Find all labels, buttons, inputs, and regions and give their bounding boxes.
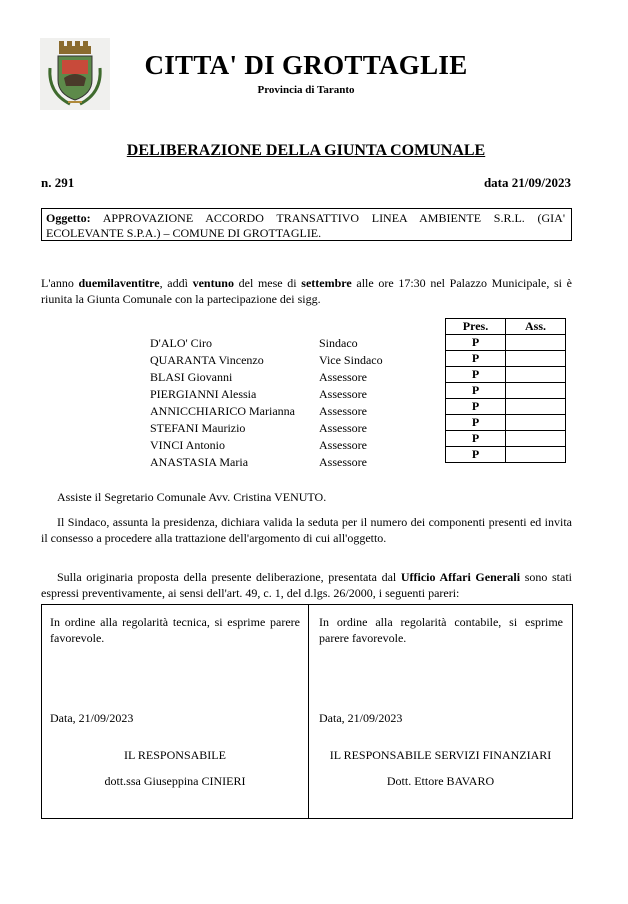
- subject-box: [41, 208, 572, 241]
- province-name: Provincia di Taranto: [257, 84, 355, 96]
- present-mark: P: [446, 399, 506, 415]
- member-role: Assessore: [319, 455, 367, 469]
- intro-day: ventuno: [192, 276, 234, 290]
- member-name: ANNICCHIARICO Marianna: [150, 404, 295, 418]
- member-role: Sindaco: [319, 336, 358, 350]
- member-name: QUARANTA Vincenzo: [150, 353, 264, 367]
- absent-mark: [506, 399, 566, 415]
- city-crest-logo: [40, 38, 110, 110]
- absent-mark: [506, 335, 566, 351]
- intro-text-3: del mese di: [233, 276, 302, 290]
- document-title: DELIBERAZIONE DELLA GIUNTA COMUNALE: [126, 142, 486, 159]
- technical-opinion-role: IL RESPONSABILE: [124, 748, 226, 762]
- proposal-text-2: sono stati espressi preventivamente, ai sensi dell'art. 49, c. 1, del d.lgs. 26/2000, i seguenti pareri:: [41, 570, 572, 600]
- present-mark: P: [446, 383, 506, 399]
- member-role: Assessore: [319, 370, 367, 384]
- member-role: Assessore: [319, 404, 367, 418]
- proposal-office: Ufficio Affari Generali: [400, 570, 521, 584]
- intro-month: settembre: [301, 276, 352, 290]
- table-row: [446, 383, 566, 399]
- technical-opinion-signer: dott.ssa Giuseppina CINIERI: [104, 774, 246, 788]
- subject-label: Oggetto:: [46, 211, 91, 225]
- intro-text-2: , addì: [159, 276, 193, 290]
- table-row: [446, 335, 566, 351]
- intro-text-1: L'anno: [41, 276, 79, 290]
- member-name: VINCI Antonio: [150, 438, 225, 452]
- table-row: [446, 351, 566, 367]
- col-present-header: Pres.: [446, 319, 506, 335]
- absent-mark: [506, 383, 566, 399]
- absent-mark: [506, 367, 566, 383]
- member-name: ANASTASIA Maria: [150, 455, 249, 469]
- col-absent-header: Ass.: [506, 319, 566, 335]
- present-mark: P: [446, 447, 506, 463]
- table-row: [446, 367, 566, 383]
- present-mark: P: [446, 431, 506, 447]
- present-mark: P: [446, 415, 506, 431]
- absent-mark: [506, 415, 566, 431]
- accounting-opinion-signer: Dott. Ettore BAVARO: [386, 774, 495, 788]
- absent-mark: [506, 447, 566, 463]
- table-row: [446, 431, 566, 447]
- table-row: [446, 447, 566, 463]
- technical-opinion-date: Data, 21/09/2023: [50, 711, 134, 725]
- member-role: Assessore: [319, 387, 367, 401]
- member-name: BLASI Giovanni: [150, 370, 233, 384]
- attendance-grid: [445, 318, 566, 463]
- table-row: [446, 399, 566, 415]
- member-name: D'ALO' Ciro: [150, 336, 212, 350]
- accounting-opinion-date: Data, 21/09/2023: [319, 711, 403, 725]
- technical-opinion-text: In ordine alla regolarità tecnica, si esprime parere favorevole.: [50, 615, 300, 645]
- absent-mark: [506, 431, 566, 447]
- intro-year: duemilaventitre: [78, 276, 160, 290]
- present-mark: P: [446, 335, 506, 351]
- present-mark: P: [446, 367, 506, 383]
- member-role: Assessore: [319, 421, 367, 435]
- proposal-paragraph: [41, 569, 572, 601]
- mayor-paragraph: Il Sindaco, assunta la presidenza, dichiara valida la seduta per il numero dei componenti presenti ed invita il consesso a procedere alla trattazione dell'argomento di cui all'oggetto.: [41, 515, 572, 545]
- member-role: Assessore: [319, 438, 367, 452]
- member-role: Vice Sindaco: [319, 353, 383, 367]
- deliberation-number: n. 291: [41, 175, 75, 190]
- grid-header-row: [446, 319, 566, 335]
- intro-paragraph: [41, 275, 572, 307]
- member-name: PIERGIANNI Alessia: [150, 387, 257, 401]
- member-name: STEFANI Maurizio: [150, 421, 246, 435]
- secretary-paragraph: Assiste il Segretario Comunale Avv. Cristina VENUTO.: [57, 490, 327, 504]
- opinions-box: [41, 604, 573, 819]
- deliberation-date: data 21/09/2023: [483, 175, 571, 190]
- proposal-text-1: Sulla originaria proposta della presente deliberazione, presentata dal: [57, 570, 401, 584]
- accounting-opinion-role: IL RESPONSABILE SERVIZI FINANZIARI: [329, 748, 552, 762]
- subject-text: APPROVAZIONE ACCORDO TRANSATTIVO LINEA AMBIENTE S.R.L. (GIA' ECOLEVANTE S.P.A.) – COMUNE DI GROTTAGLIE.: [46, 211, 565, 240]
- absent-mark: [506, 351, 566, 367]
- intro-text-4: alle ore 17:30 nel Palazzo Municipale, si è riunita la Giunta Comunale con la partecipazione dei sigg.: [41, 276, 572, 306]
- city-name: CITTA' DI GROTTAGLIE: [144, 50, 468, 80]
- present-mark: P: [446, 351, 506, 367]
- table-row: [446, 415, 566, 431]
- accounting-opinion-text: In ordine alla regolarità contabile, si esprime parere favorevole.: [319, 615, 563, 645]
